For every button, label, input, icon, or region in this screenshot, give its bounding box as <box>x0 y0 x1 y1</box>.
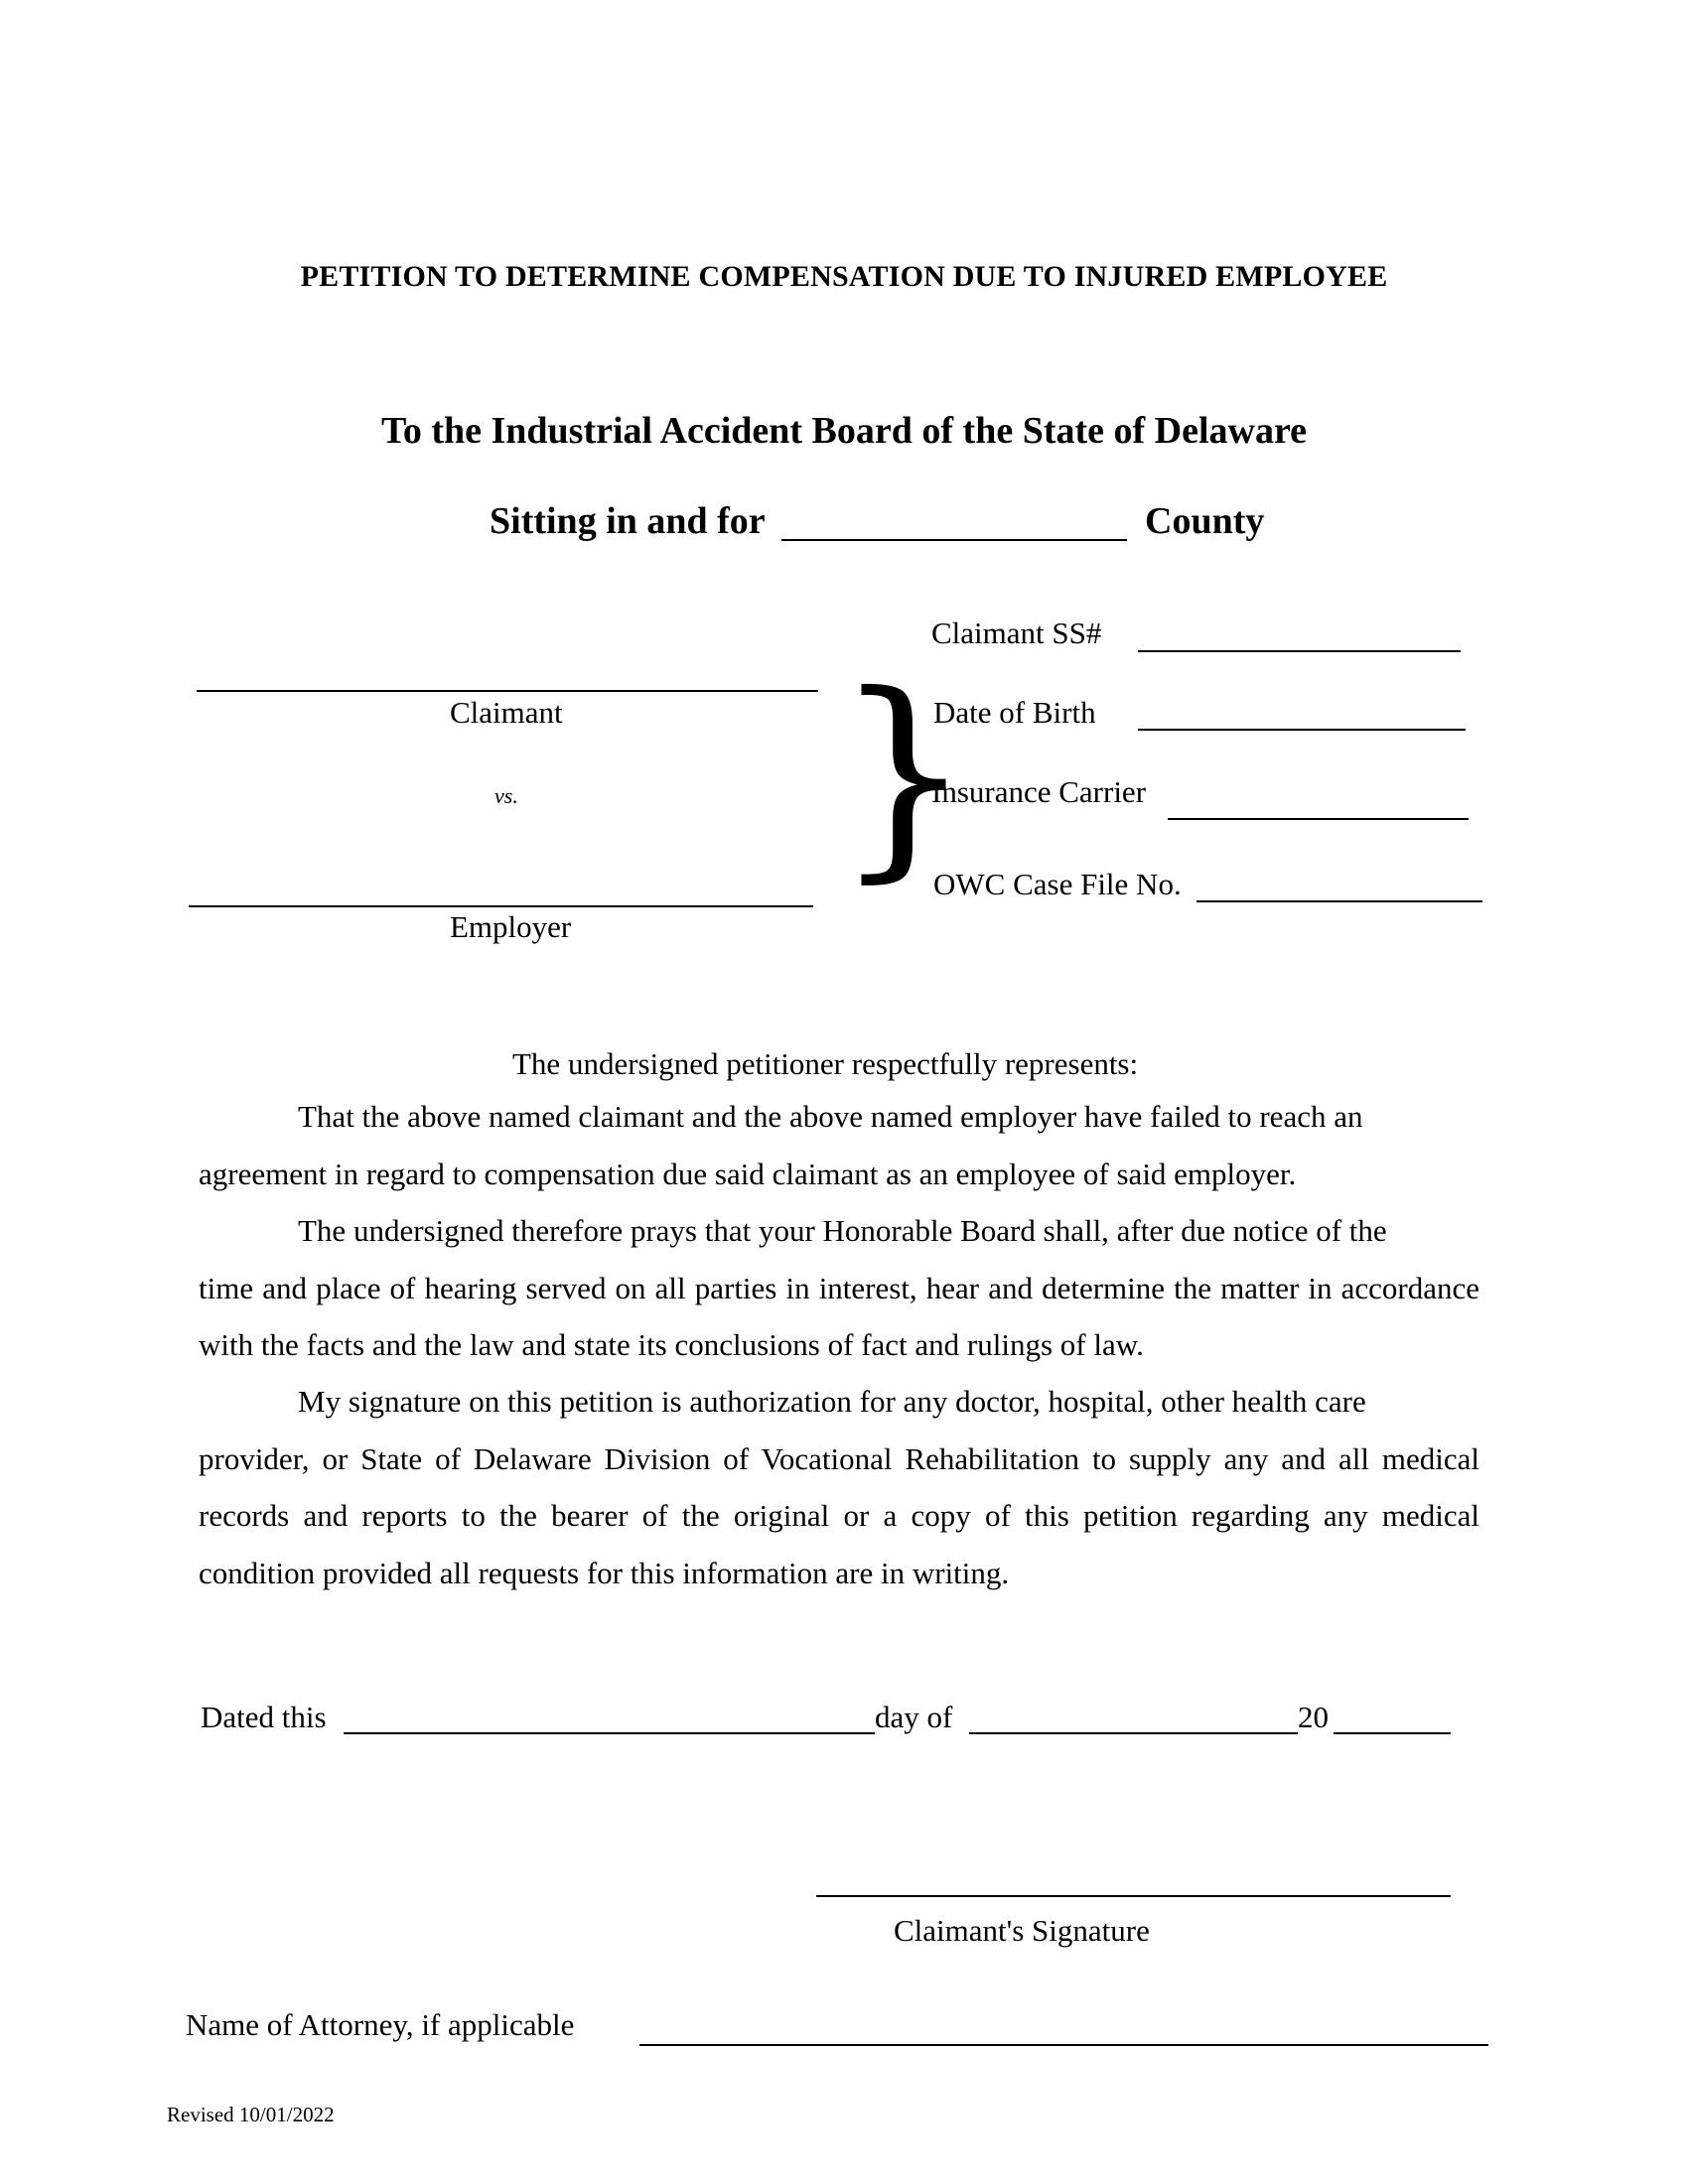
paragraph-2-rest: time and place of hearing served on all parties in interest, hear and determine the matter in accordance with the facts and the law and state its conclusions of fact and rulings of law. <box>199 1270 1479 1362</box>
carrier-field[interactable] <box>1168 818 1469 820</box>
claimant-label: Claimant <box>450 695 563 730</box>
county-field[interactable] <box>781 539 1127 541</box>
attorney-name-field[interactable] <box>639 2044 1488 2046</box>
vs-label: vs. <box>494 783 518 808</box>
paragraph-2 <box>199 1202 1479 1374</box>
intro-line: The undersigned petitioner respectfully represents: <box>512 1046 1139 1081</box>
dated-year-field[interactable] <box>1334 1732 1451 1734</box>
owc-label: OWC Case File No. <box>933 867 1182 901</box>
paragraph-1 <box>199 1088 1479 1202</box>
year-prefix-label: 20 <box>1298 1700 1329 1734</box>
ss-field[interactable] <box>1138 650 1461 652</box>
employer-name-field[interactable] <box>189 905 813 907</box>
board-title: To the Industrial Accident Board of the State of Delaware <box>380 410 1308 452</box>
paragraph-1-rest: agreement in regard to compensation due said claimant as an employee of said employer. <box>199 1156 1297 1191</box>
dob-label: Date of Birth <box>933 695 1096 730</box>
brace-glyph: } <box>834 647 973 901</box>
paragraph-3 <box>199 1373 1479 1601</box>
paragraph-3-first-line: My signature on this petition is authorization for any doctor, hospital, other health care <box>298 1384 1366 1419</box>
paragraph-3-rest: provider, or State of Delaware Division of Vocational Rehabilitation to supply any and all medical records and reports to the bearer of the original or a copy of this petition regarding any medical condition provided all requests for this information are in writing. <box>199 1440 1479 1590</box>
attorney-label: Name of Attorney, if applicable <box>186 2007 575 2042</box>
carrier-label: Insurance Carrier <box>931 774 1147 809</box>
paragraph-1-first-line: That the above named claimant and the above named employer have failed to reach an <box>298 1099 1363 1134</box>
employer-label: Employer <box>450 909 572 944</box>
claimant-signature-field[interactable] <box>816 1895 1451 1897</box>
dated-label: Dated this <box>201 1700 327 1734</box>
owc-field[interactable] <box>1196 900 1482 902</box>
sitting-label: Sitting in and for <box>490 500 766 542</box>
form-title: PETITION TO DETERMINE COMPENSATION DUE TO INJURED EMPLOYEE <box>300 260 1388 293</box>
claimant-name-field[interactable] <box>197 690 818 692</box>
dob-field[interactable] <box>1138 729 1466 731</box>
county-label: County <box>1145 500 1265 542</box>
ss-label: Claimant SS# <box>931 615 1102 650</box>
revised-date: Revised 10/01/2022 <box>167 2103 335 2126</box>
paragraph-2-first-line: The undersigned therefore prays that your Honorable Board shall, after due notice of the <box>298 1213 1387 1248</box>
claimant-signature-label: Claimant's Signature <box>894 1913 1150 1948</box>
day-of-label: day of <box>875 1700 953 1734</box>
dated-month-field[interactable] <box>969 1732 1298 1734</box>
dated-day-field[interactable] <box>344 1732 875 1734</box>
